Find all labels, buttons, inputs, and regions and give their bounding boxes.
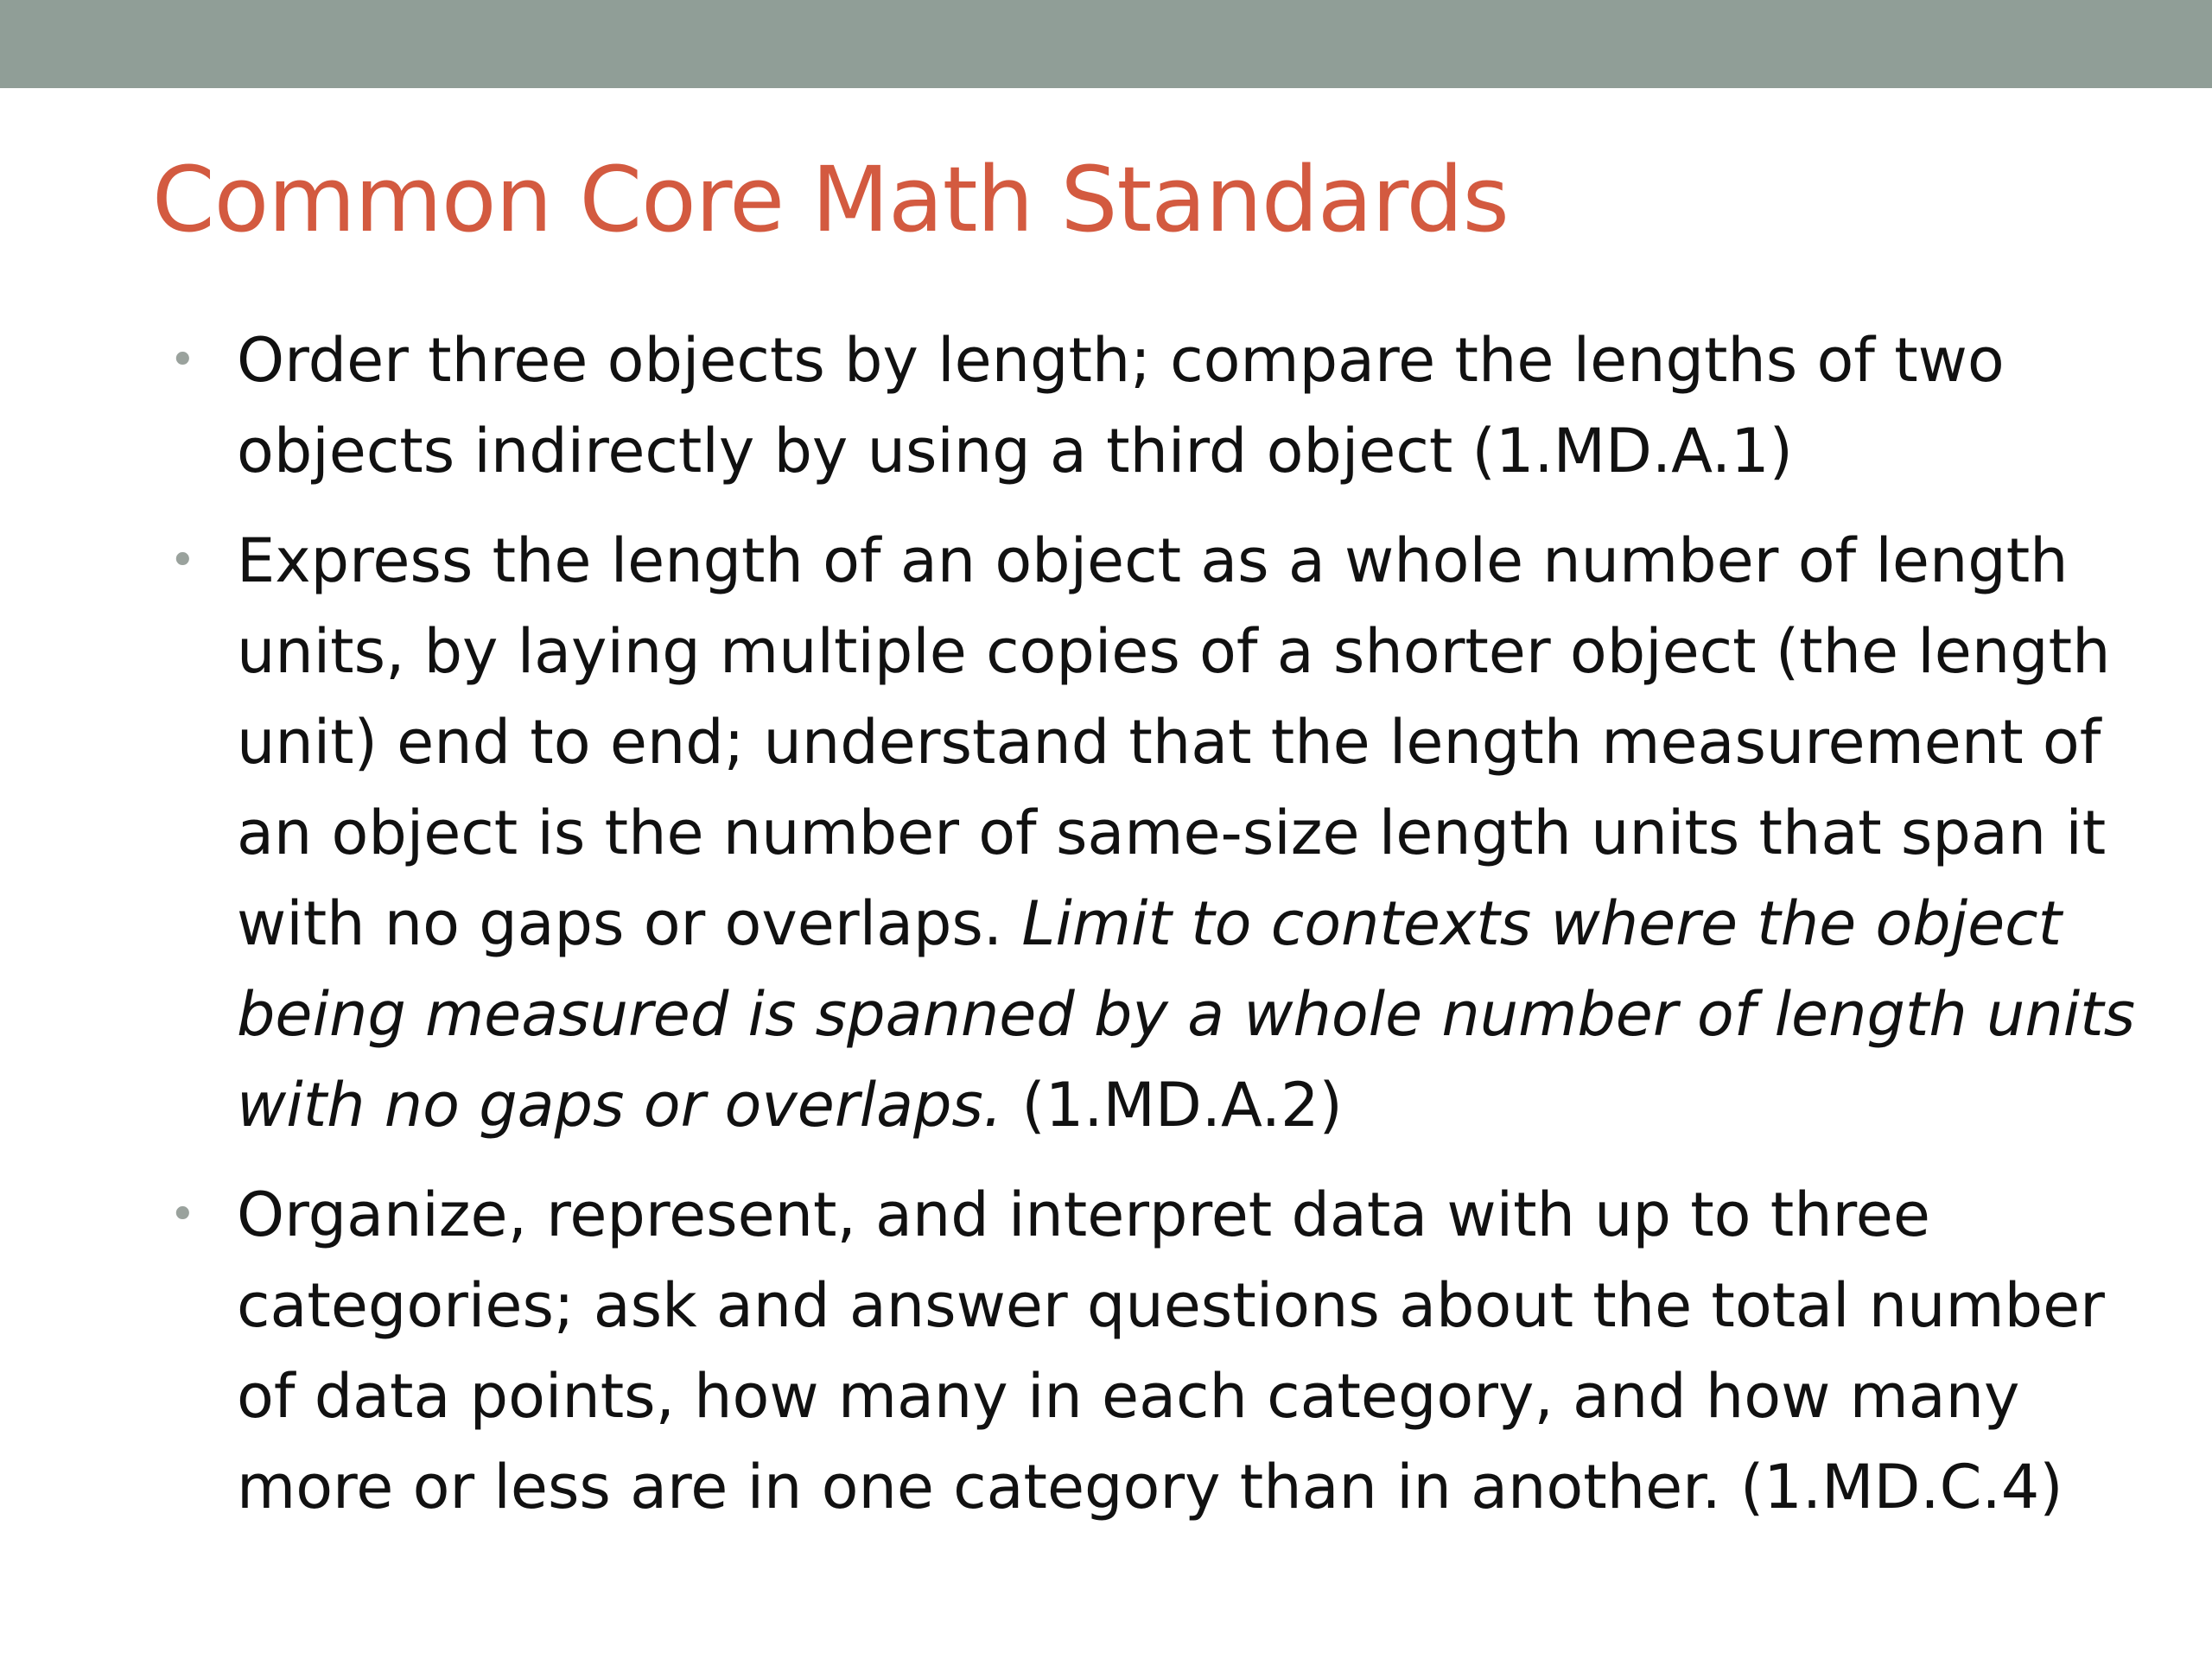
bullet-list bbox=[169, 315, 2139, 1552]
bullet-item-2 bbox=[169, 516, 2139, 1151]
bullet-text: Express the length of an object as a whole number of length units, by laying multiple copies of a shorter object (the length unit) end to end; understand that the length measurement of an object is the number of same-size length units that span it with no gaps or overlaps. bbox=[237, 525, 2111, 959]
bullet-italic-note: Limit to contexts where the object being measured is spanned by a whole number of length units with no gaps or overlaps. bbox=[237, 888, 2136, 1141]
bullet-icon: • bbox=[169, 535, 196, 587]
bullet-icon: • bbox=[169, 1189, 196, 1241]
bullet-text: Order three objects by length; compare the lengths of two objects indirectly by using a third object (1.MD.A.1) bbox=[237, 325, 2005, 486]
bullet-item-3 bbox=[169, 1170, 2139, 1533]
bullet-text: Organize, represent, and interpret data with up to three categories; ask and answer questions about the total number of data points, how many in each category, and how many more or less are in one category than in another. (1.MD.C.4) bbox=[237, 1179, 2105, 1522]
top-band bbox=[0, 0, 2212, 88]
slide-title: Common Core Math Standards bbox=[152, 147, 1509, 252]
bullet-item-1 bbox=[169, 315, 2139, 497]
bullet-icon: • bbox=[169, 334, 196, 386]
bullet-standard-code: (1.MD.A.2) bbox=[1002, 1070, 1343, 1141]
